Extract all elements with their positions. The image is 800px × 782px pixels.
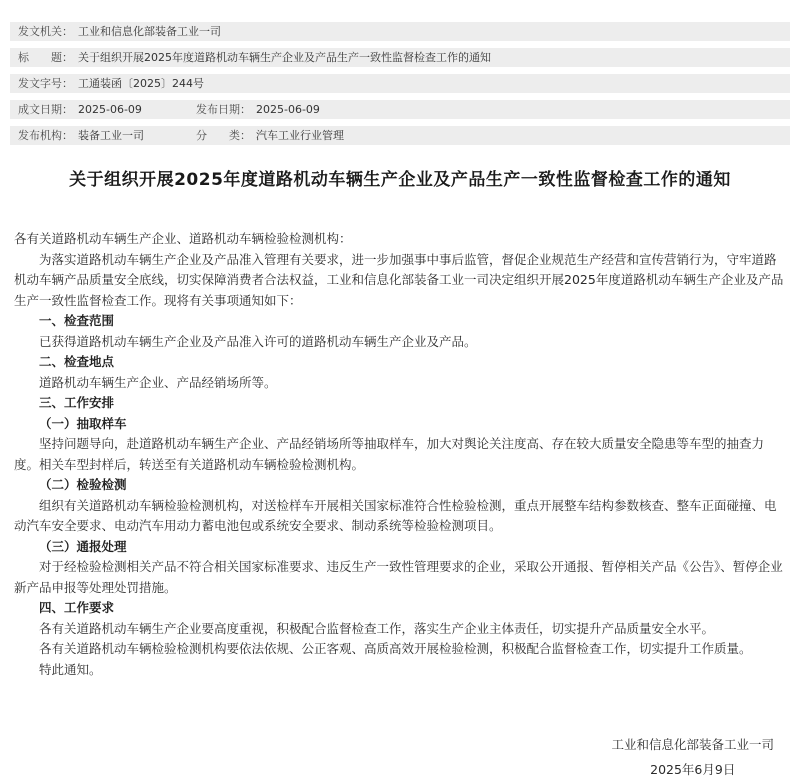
meta-label-written-date: 成文日期： [18, 103, 73, 116]
meta-label-category: 分 类： [196, 129, 251, 142]
section-heading: 四、工作要求 [39, 600, 115, 615]
meta-label-publish-date: 发布日期： [196, 103, 251, 116]
signature-date: 2025年6月9日 [650, 762, 736, 777]
paragraph: 坚持问题导向，赴道路机动车辆生产企业、产品经销场所等抽取样车，加大对舆论关注度高、存在较大质量安全隐患等车型的抽查力度。相关车型封样后，转送至有关道路机动车辆检验检测机构。 [14, 436, 765, 472]
paragraph: 已获得道路机动车辆生产企业及产品准入许可的道路机动车辆生产企业及产品。 [39, 333, 477, 349]
paragraph: 对于经检验检测相关产品不符合相关国家标准要求、违反生产一致性管理要求的企业，采取公开通报、暂停相关产品《公告》、暂停企业新产品申报等处理处罚措施。 [14, 559, 783, 595]
meta-row-title [10, 48, 790, 67]
meta-value-publish-date: 2025-06-09 [256, 103, 320, 116]
meta-pair-category [196, 129, 344, 142]
meta-pair-publish-org [18, 129, 196, 142]
meta-label-doc-number: 发文字号： [18, 77, 73, 90]
paragraph: 各有关道路机动车辆生产企业要高度重视，积极配合监督检查工作，落实生产企业主体责任，切实提升产品质量安全水平。 [39, 620, 715, 636]
section-heading: 三、工作安排 [39, 395, 115, 410]
meta-label-publish-org: 发布机构： [18, 129, 73, 142]
signature-inner [611, 732, 774, 782]
paragraph: 各有关道路机动车辆检验检测机构要依法依规、公正客观、高质高效开展检验检测，积极配合监督检查工作，切实提升工作质量。 [39, 641, 752, 656]
meta-pair-publish-date [196, 103, 320, 116]
meta-value-doc-number: 工通装函〔2025〕244号 [78, 77, 204, 90]
paragraph: 组织有关道路机动车辆检验检测机构，对送检样车开展相关国家标准符合性检验检测，重点开展整车结构参数核查、整车正面碰撞、电动汽车安全要求、电动汽车用动力蓄电池包或系统安全要求、制动系统等检验检测项目。 [14, 497, 777, 533]
signature-org: 工业和信息化部装备工业一司 [611, 737, 774, 752]
section-heading: 二、检查地点 [39, 354, 115, 369]
meta-label-title: 标 题： [18, 51, 73, 64]
doc-meta [0, 0, 800, 145]
paragraph: 为落实道路机动车辆生产企业及产品准入管理有关要求，进一步加强事中事后监管，督促企业规范生产经营和宣传营销行为，守牢道路机动车辆产品质量安全底线，切实保障消费者合法权益，工业和信息化部装备工业一司决定组织开展2025年度道路机动车辆生产企业及产品生产一致性监督检查工作。现将有关事项通知如下： [14, 251, 784, 308]
salutation: 各有关道路机动车辆生产企业、道路机动车辆检验检测机构： [14, 231, 352, 246]
meta-row-dates [10, 100, 790, 119]
signature-block [0, 732, 774, 782]
meta-value-written-date: 2025-06-09 [78, 103, 142, 116]
paragraph: 特此通知。 [39, 661, 102, 677]
meta-value-publish-org: 装备工业一司 [78, 129, 144, 142]
paragraph: 道路机动车辆生产企业、产品经销场所等。 [39, 374, 277, 390]
meta-value-title: 关于组织开展2025年度道路机动车辆生产企业及产品生产一致性监督检查工作的通知 [78, 51, 491, 64]
sub-section-heading: （一）抽取样车 [39, 415, 127, 431]
document-body [14, 229, 786, 680]
document-title: 关于组织开展2025年度道路机动车辆生产企业及产品生产一致性监督检查工作的通知 [69, 170, 731, 190]
meta-row-doc-number [10, 74, 790, 93]
sub-section-heading: （二）检验检测 [39, 477, 127, 492]
meta-value-category: 汽车工业行业管理 [256, 129, 344, 142]
section-heading: 一、检查范围 [39, 313, 115, 328]
meta-label-issuing-org: 发文机关： [18, 25, 73, 38]
meta-row-org-category [10, 126, 790, 145]
meta-value-issuing-org: 工业和信息化部装备工业一司 [78, 25, 221, 38]
meta-row-issuing-org [10, 22, 790, 41]
meta-pair-written-date [18, 103, 196, 116]
sub-section-heading: （三）通报处理 [39, 538, 127, 554]
